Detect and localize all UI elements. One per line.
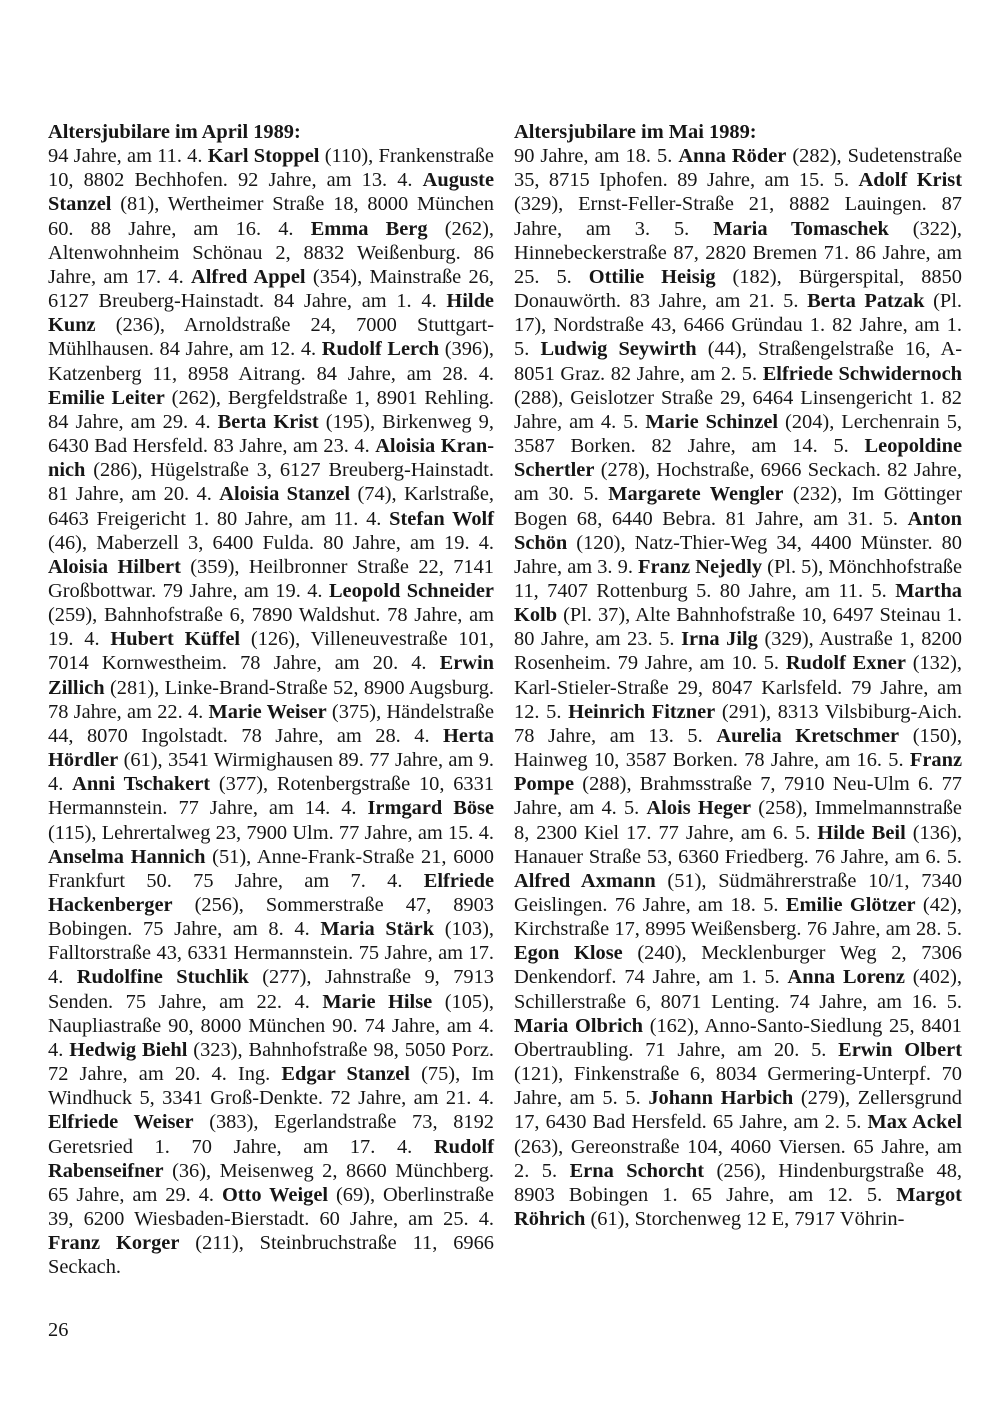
entry-address: (286), Hügelstraße 3, 6127 Breuberg-Hainstadt. bbox=[85, 459, 494, 482]
entry-address: (281), Linke-Brand-Straße 52, 8900 Augsburg. bbox=[104, 676, 494, 699]
entry-age-date: 79 Jahre, am 12. 5. bbox=[514, 676, 962, 723]
entry-address: (258), Immelmannstraße 8, 2300 Kiel 17. bbox=[514, 797, 962, 844]
entry-age-date: 87 Jahre, am 3. 5. bbox=[514, 193, 962, 240]
entry-name: Egon Klose bbox=[514, 942, 623, 965]
entry-name: Irna Jilg bbox=[681, 628, 758, 651]
entry-age-date: 82 Jahre, am 30. 5. bbox=[514, 459, 963, 506]
entry-name: Ottilie Heisig bbox=[588, 265, 716, 288]
section-heading-april: Altersjubilare im April 1989: bbox=[48, 121, 301, 143]
entry-age-date: 76 Jahre, am 6. 5. bbox=[814, 845, 962, 868]
entry-address: (236), Arnoldstraße 24, 7000 Stuttgart-Mühlhausen. bbox=[48, 314, 494, 361]
entry-address: (121), Finkenstraße 6, 8034 Germering-Unterpf. bbox=[514, 1063, 942, 1086]
entry-age-date: 89 Jahre, am 15. 5. bbox=[677, 169, 859, 192]
entry-address: (105), Naupliastraße 90, 8000 München 90. bbox=[48, 990, 494, 1037]
entry-age-date: 86 Jahre, am 25. 5. bbox=[514, 241, 962, 288]
entry-age-date: 75 Jahre, am 7. 4. bbox=[193, 869, 424, 892]
entry-address: (51), Anne-Frank-Straße 21, 6000 Frankfurt 50. bbox=[48, 845, 495, 892]
entry-name: Leopold Schneider bbox=[328, 579, 494, 602]
entry-age-date: 70 Jahre, am 17. 4. bbox=[191, 1135, 434, 1158]
entry-name: Hilde Kunz bbox=[48, 290, 494, 337]
entry-name: Rudolf Rabenseifner bbox=[48, 1135, 494, 1182]
entry-address: (136), Hanauer Straße 53, 6360 Friedberg. bbox=[514, 821, 962, 868]
entry-name: Alfred Axmann bbox=[514, 869, 656, 892]
entry-age-date: 78 Jahre, am 22. 4. bbox=[48, 700, 209, 723]
entry-age-date: 83 Jahre, am 23. 4. bbox=[213, 435, 376, 458]
entry-address: (75), Im Windhuck 5, 3341 Groß-Denkte. bbox=[48, 1063, 494, 1110]
entry-age-date: 74 Jahre, am 16. 5. bbox=[789, 990, 962, 1013]
entry-name: Anna Röder bbox=[678, 145, 787, 168]
entry-age-date: 76 Jahre, am 18. 5. bbox=[614, 894, 786, 916]
entry-age-date: 83 Jahre, am 21. 5. bbox=[629, 290, 808, 313]
entry-name: Anna Lorenz bbox=[787, 966, 905, 989]
entry-age-date: 92 Jahre, am 13. 4. bbox=[237, 169, 423, 192]
entry-name: Franz Nejedly bbox=[638, 555, 763, 578]
entry-name: Aloisia Krannich bbox=[48, 435, 494, 482]
entry-name: Aloisia Stanzel bbox=[219, 483, 351, 506]
entry-address: (132), Karl-Stieler-Straße 29, 8047 Karlsfeld. bbox=[514, 652, 962, 699]
entry-age-date: 65 Jahre, am 2. 5. bbox=[514, 1135, 963, 1182]
entry-address: (182), Bürgerspital, 8850 Donauwörth. bbox=[514, 265, 962, 313]
entry-address: (282), Sudetenstraße 35, 8715 Iphofen. bbox=[514, 145, 962, 192]
entry-age-date: 77 Jahre, am 14. 4. bbox=[178, 797, 368, 820]
entry-address: (329), Austraße 1, 8200 Rosenheim. bbox=[514, 628, 962, 675]
entry-address: (375), Händelstraße 44, 8070 Ingolstadt. bbox=[48, 700, 494, 747]
entry-address: (162), Anno-Santo-Siedlung 25, 8401 Obertraubling. bbox=[514, 1014, 963, 1061]
entry-name: Rudolf Lerch bbox=[321, 338, 440, 361]
entry-name: Erwin Zillich bbox=[48, 652, 494, 699]
entry-name: Adolf Krist bbox=[858, 169, 962, 192]
entry-address: (81), Wertheimer Straße 18, 8000 München 60. bbox=[48, 193, 494, 240]
entry-address: (69), Oberlinstraße 39, 6200 Wiesbaden-Bierstadt. bbox=[48, 1183, 494, 1231]
entry-name: Maria Olbrich bbox=[514, 1014, 644, 1037]
entry-age-date: 84 Jahre, am 12. 4. bbox=[159, 338, 322, 361]
entry-age-date: 84 Jahre, am 29. 4. bbox=[48, 410, 218, 433]
entry-age-date: 88 Jahre, am 16. 4. bbox=[90, 217, 311, 240]
jubilee-entry bbox=[48, 218, 494, 264]
entry-age-date: 75 Jahre, am 8. 4. bbox=[143, 918, 321, 941]
entry-age-date: 80 Jahre, am 3. 9. bbox=[514, 531, 962, 578]
entry-address: (263), Gereonstraße 104, 4060 Viersen. bbox=[514, 1135, 854, 1158]
entry-address: (278), Hochstraße, 6966 Seckach. bbox=[594, 459, 888, 482]
entry-age-date: 65 Jahre, am 2. 5. bbox=[712, 1111, 868, 1134]
entry-address: (262), Altenwohnheim Schönau 2, 8832 Weißenburg. bbox=[48, 217, 494, 264]
entry-age-date: 74 Jahre, am 4. 4. bbox=[48, 1014, 494, 1061]
entry-name: Marie Hilse bbox=[322, 990, 433, 1013]
entry-age-date: 84 Jahre, am 28. 4. bbox=[316, 362, 495, 385]
entry-name: Rudolfine Stuchlik bbox=[76, 966, 249, 989]
entry-age-date: 78 Jahre, am 16. 5. bbox=[744, 749, 910, 772]
entry-name: Emilie Leiter bbox=[48, 386, 165, 409]
entry-name: Maria Tomaschek bbox=[713, 217, 889, 240]
entry-age-date: 80 Jahre, am 23. 5. bbox=[514, 628, 682, 651]
entry-name: Marie Weiser bbox=[208, 700, 327, 723]
entry-name: Franz Korger bbox=[48, 1232, 180, 1255]
entry-address: (377), Rotenbergstraße 10, 6331 Hermannstein. bbox=[48, 773, 495, 820]
entry-age-date: 78 Jahre, am 20. 4. bbox=[240, 652, 440, 675]
entry-age-date: 82 Jahre, am 14. 5. bbox=[651, 435, 865, 458]
entry-age-date: 72 Jahre, am 21. 4. bbox=[330, 1087, 495, 1110]
entry-name: Stefan Wolf bbox=[389, 507, 494, 530]
entry-age-date: 90 Jahre, am 18. 5. bbox=[514, 145, 679, 168]
entry-address: (42), Kirchstraße 17, 8995 Weißensberg. bbox=[514, 894, 962, 941]
entry-name: Emilie Glötzer bbox=[785, 894, 916, 916]
entry-age-date: 77 Jahre, am 9. 4. bbox=[48, 749, 494, 796]
section-heading-may: Altersjubilare im Mai 1989: bbox=[514, 121, 757, 143]
jubilee-list-may bbox=[514, 144, 962, 1231]
entry-address: (44), Straßengelstraße 16, A-8051 Graz. bbox=[514, 338, 962, 385]
entry-age-date: 75 Jahre, am 17. 4. bbox=[48, 942, 495, 989]
entry-address: (322), Hinnebeckerstraße 87, 2820 Bremen 71. bbox=[514, 217, 962, 264]
entry-name: Aloisia Hilbert bbox=[48, 555, 181, 578]
entry-name: Franz Pompe bbox=[514, 749, 962, 796]
entry-address: (115), Lehrertalweg 23, 7900 Ulm. bbox=[48, 821, 339, 844]
entry-address: (277), Jahnstraße 9, 7913 Senden. bbox=[48, 966, 494, 1013]
entry-address: (279), Zellersgrund 17, 6430 Bad Hersfeld. bbox=[514, 1087, 962, 1134]
entry-name: Erna Schorcht bbox=[569, 1159, 705, 1182]
entry-address: (262), Bergfeldstraße 1, 8901 Rehling. bbox=[164, 386, 495, 409]
entry-address: (110), Frankenstraße 10, 8802 Bechhofen. bbox=[48, 145, 494, 192]
entry-address: (195), Birkenweg 9, 6430 Bad Hersfeld. bbox=[48, 410, 494, 458]
entry-age-date: 79 Jahre, am 19. 4. bbox=[162, 579, 329, 602]
entry-name: Karl Stoppel bbox=[207, 145, 320, 168]
entry-age-date: 71 Jahre, am 20. 5. bbox=[645, 1038, 839, 1061]
entry-name: Auguste Stanzel bbox=[48, 169, 495, 216]
entry-name: Erwin Olbert bbox=[838, 1038, 962, 1061]
entry-name: Anselma Hannich bbox=[48, 845, 206, 868]
entry-address: (259), Bahnhofstraße 6, 7890 Waldshut. bbox=[48, 604, 388, 627]
entry-age-date: 76 Jahre, am 28. 5. bbox=[806, 918, 962, 941]
entry-name: Anni Tschakert bbox=[72, 773, 211, 796]
entry-name: Otto Weigel bbox=[221, 1183, 329, 1206]
entry-name: Hilde Beil bbox=[817, 821, 906, 844]
entry-age-date: 82 Jahre, am 4. 5. bbox=[514, 386, 962, 433]
entry-name: Elfriede Hackenberger bbox=[48, 869, 494, 916]
entry-address: (329), Ernst-Feller-Straße 21, 8882 Lauingen. bbox=[514, 193, 942, 216]
entry-name: Martha Kolb bbox=[514, 579, 963, 627]
entry-name: Marie Schinzel bbox=[645, 410, 779, 433]
entry-name: Elfriede Weiser bbox=[48, 1111, 194, 1134]
page-number: 26 bbox=[48, 1319, 69, 1341]
entry-address: (211), Steinbruchstraße 11, 6966 Seckach. bbox=[48, 1232, 494, 1279]
entry-age-date: 60 Jahre, am 25. 4. bbox=[319, 1208, 495, 1231]
entry-name: Leopoldine Schertler bbox=[514, 435, 962, 482]
entry-age-date: 94 Jahre, am 11. 4. bbox=[48, 145, 208, 168]
entry-address: (74), Karlstraße, 6463 Freigericht 1. bbox=[48, 483, 494, 530]
entry-age-date: 77 Jahre, am 4. 5. bbox=[514, 773, 962, 820]
entry-address: (359), Heilbronner Straße 22, 7141 Großbottwar. bbox=[48, 555, 494, 602]
entry-address: (103), Falltorstraße 43, 6331 Hermannstein. bbox=[48, 918, 494, 965]
entry-name: Irmgard Böse bbox=[367, 797, 494, 820]
entry-address: (Pl. 5), Mönchhofstraße 11, 7407 Rottenburg 5. bbox=[514, 555, 962, 602]
entry-address: (354), Mainstraße 26, 6127 Breuberg-Hainstadt. bbox=[48, 265, 494, 313]
entry-address: (256), Sommerstraße 47, 8903 Bobingen. bbox=[48, 894, 494, 941]
entry-name: Johann Harbich bbox=[648, 1087, 794, 1110]
entry-age-date: 84 Jahre, am 1. 4. bbox=[273, 290, 447, 313]
entry-age-date: 65 Jahre, am 12. 5. bbox=[691, 1183, 897, 1206]
entry-address: (51), Südmährerstraße 10/1, 7340 Geislingen. bbox=[514, 869, 962, 916]
entry-age-date: 77 Jahre, am 6. 5. bbox=[658, 821, 818, 844]
entry-age-date: 75 Jahre, am 22. 4. bbox=[125, 990, 323, 1013]
entry-name: Hubert Küffel bbox=[110, 628, 241, 651]
entry-address: (232), Im Göttinger Bogen 68, 6440 Bebra. bbox=[514, 483, 962, 530]
entry-name: Anton Schön bbox=[514, 507, 962, 554]
entry-age-date: 80 Jahre, am 11. 4. bbox=[216, 507, 390, 530]
entry-age-date: 80 Jahre, am 11. 5. bbox=[719, 579, 896, 602]
entry-address: (204), Lerchenrain 5, 3587 Borken. bbox=[514, 410, 962, 458]
right-column bbox=[514, 120, 962, 1231]
entry-age-date: 77 Jahre, am 15. 4. bbox=[338, 821, 494, 844]
entry-name: Heinrich Fitzner bbox=[568, 700, 716, 723]
entry-address: (240), Mecklenburger Weg 2, 7306 Denkendorf. bbox=[514, 942, 962, 989]
entry-age-date: 65 Jahre, am 29. 4. bbox=[48, 1183, 222, 1206]
entry-age-date: 78 Jahre, am 28. 4. bbox=[241, 724, 444, 747]
entry-age-date: 78 Jahre, am 13. 5. bbox=[514, 724, 717, 747]
entry-address: (150), Hainweg 10, 3587 Borken. bbox=[514, 724, 962, 772]
entry-name: Aurelia Kretschmer bbox=[716, 724, 900, 747]
entry-age-date: 81 Jahre, am 31. 5. bbox=[725, 507, 908, 530]
entry-address: (46), Maberzell 3, 6400 Fulda. bbox=[48, 531, 324, 554]
entry-address: (291), 8313 Vilsbiburg-Aich. bbox=[715, 700, 962, 723]
entry-address: (Pl. 17), Nordstraße 43, 6466 Gründau 1. bbox=[514, 290, 962, 337]
entry-address: (36), Meisenweg 2, 8660 Münchberg. bbox=[163, 1159, 494, 1182]
left-column bbox=[48, 120, 494, 1280]
entry-address: (323), Bahnhofstraße 98, 5050 Porz. bbox=[187, 1038, 495, 1061]
entry-name: Berta Patzak bbox=[807, 290, 925, 313]
entry-age-date: 70 Jahre, am 5. 5. bbox=[514, 1063, 962, 1110]
entry-age-date: 82 Jahre, am 2. 5. bbox=[610, 362, 763, 385]
entry-age-date: 80 Jahre, am 19. 4. bbox=[323, 531, 495, 554]
entry-address: (61), Storchenweg 12 E, 7917 Vöhrin- bbox=[585, 1208, 905, 1231]
entry-age-date: 72 Jahre, am 20. 4. Ing. bbox=[48, 1063, 282, 1086]
entry-address: (256), Hindenburgstraße 48, 8903 Bobingen 1. bbox=[514, 1159, 962, 1206]
entry-name: Edgar Stanzel bbox=[281, 1063, 410, 1086]
entry-name: Ludwig Seywirth bbox=[540, 338, 697, 361]
entry-address: (396), Katzenberg 11, 8958 Aitrang. bbox=[48, 338, 494, 385]
entry-name: Berta Krist bbox=[217, 410, 319, 433]
entry-age-date: 81 Jahre, am 20. 4. bbox=[48, 483, 220, 506]
entry-age-date: 79 Jahre, am 10. 5. bbox=[617, 652, 786, 675]
entry-address: (126), Villeneuvestraße 101, 7014 Kornwestheim. bbox=[48, 628, 494, 675]
entry-address: (402), Schillerstraße 6, 8071 Lenting. bbox=[514, 966, 962, 1013]
entry-age-date: 74 Jahre, am 1. 5. bbox=[624, 966, 788, 989]
entry-name: Alfred Appel bbox=[191, 265, 306, 288]
entry-name: Rudolf Exner bbox=[785, 652, 906, 675]
entry-name: Margarete Wengler bbox=[608, 483, 784, 506]
entry-name: Maria Stärk bbox=[320, 918, 435, 941]
entry-address: (383), Egerlandstraße 73, 8192 Geretsried 1. bbox=[48, 1111, 494, 1158]
entry-address: (288), Geislotzer Straße 29, 6464 Linsengericht 1. bbox=[514, 386, 942, 409]
entry-address: (61), 3541 Wirmighausen 89. bbox=[118, 749, 370, 772]
entry-address: (120), Natz-Thier-Weg 34, 4400 Münster. bbox=[567, 531, 942, 554]
entry-name: Max Ackel bbox=[867, 1111, 962, 1134]
entry-name: Margot Röhrich bbox=[514, 1183, 962, 1231]
entry-address: (Pl. 37), Alte Bahnhofstraße 10, 6497 Steinau 1. bbox=[557, 604, 962, 627]
entry-age-date: 78 Jahre, am 19. 4. bbox=[48, 604, 494, 651]
entry-address: (288), Brahmsstraße 7, 7910 Neu-Ulm 6. bbox=[574, 773, 942, 796]
entry-name: Hedwig Biehl bbox=[69, 1038, 188, 1061]
entry-age-date: 86 Jahre, am 17. 4. bbox=[48, 241, 494, 288]
jubilee-list-april bbox=[48, 144, 494, 1279]
entry-name: Elfriede Schwidernoch bbox=[762, 362, 962, 385]
entry-name: Emma Berg bbox=[310, 217, 428, 240]
entry-name: Alois Heger bbox=[646, 797, 752, 820]
entry-age-date: 82 Jahre, am 1. 5. bbox=[514, 314, 962, 361]
entry-name: Herta Hördler bbox=[48, 724, 494, 772]
